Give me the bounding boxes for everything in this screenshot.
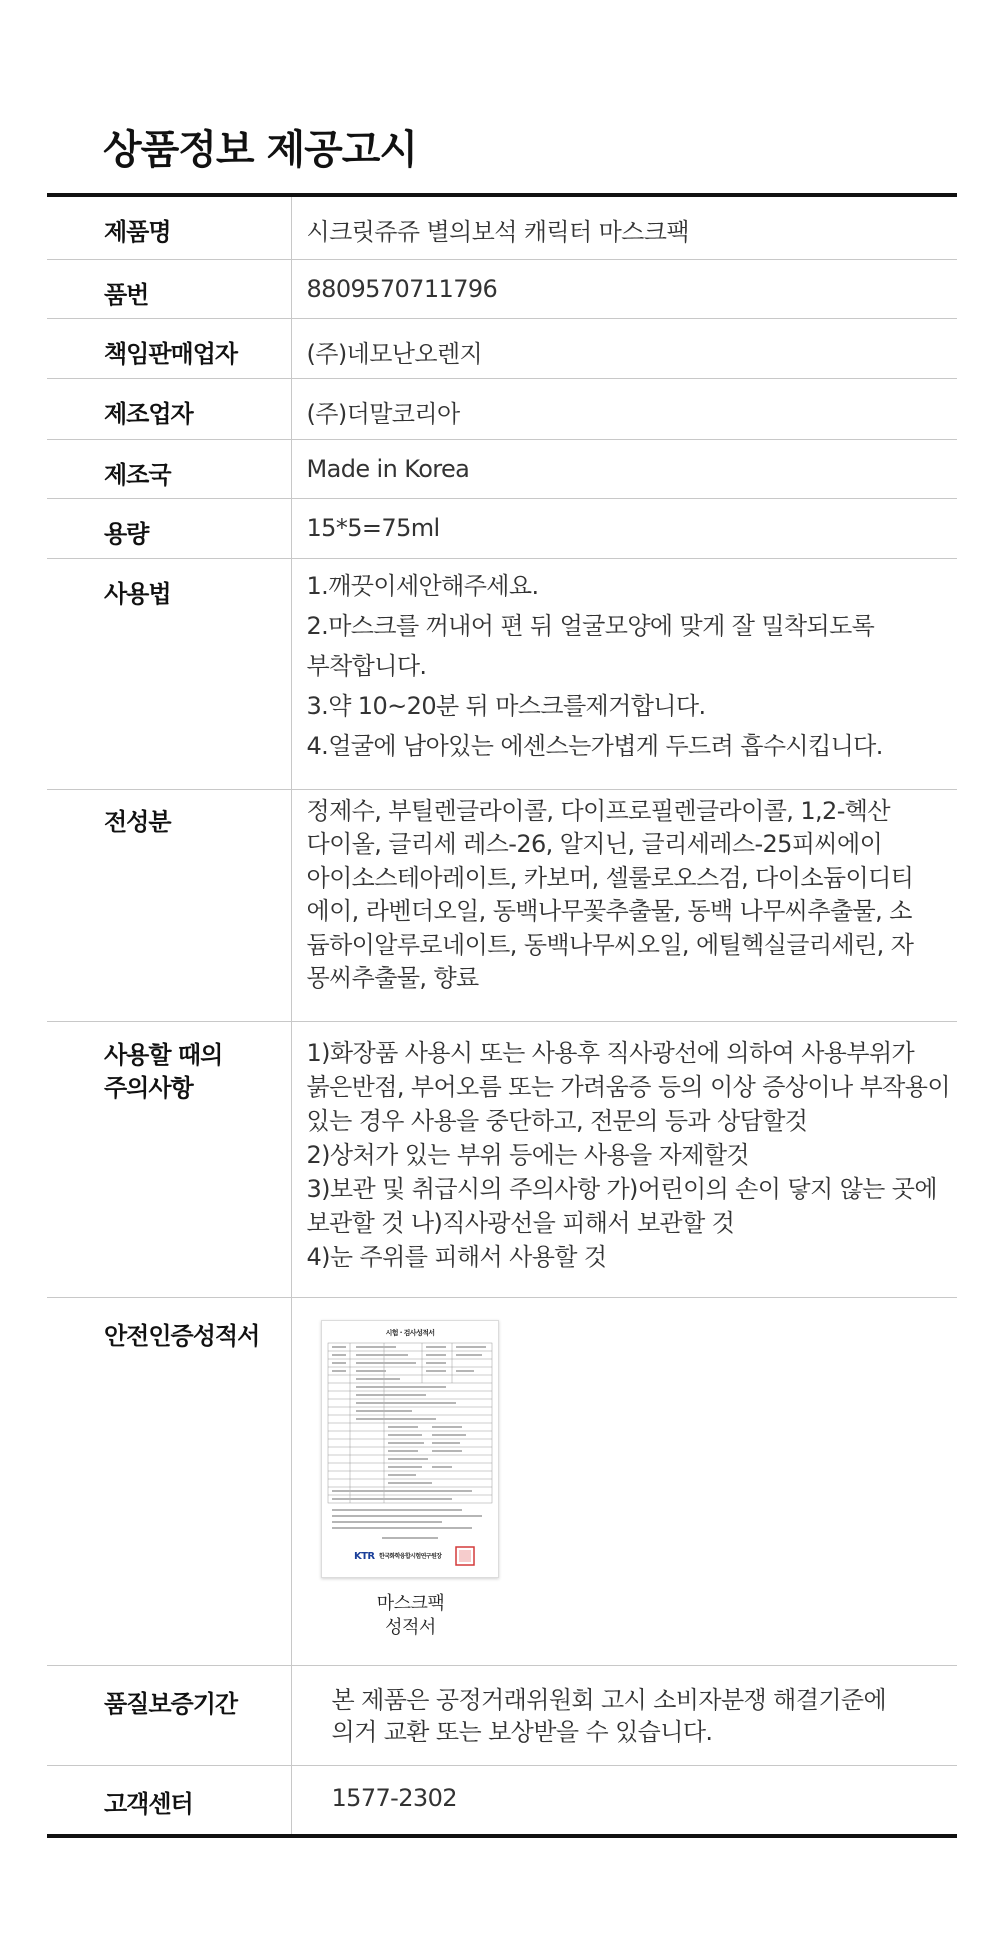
row-item-number bbox=[47, 259, 957, 318]
product-info-table bbox=[47, 193, 957, 1838]
precaution-line: 4)눈 주위를 피해서 사용할 것 bbox=[306, 1242, 607, 1271]
value-ingredients bbox=[291, 789, 957, 1021]
row-seller bbox=[47, 318, 957, 378]
row-usage bbox=[47, 558, 957, 789]
label-origin: 제조국 bbox=[47, 439, 291, 498]
precaution-line: 있는 경우 사용을 중단하고, 전문의 등과 상담할것 bbox=[306, 1106, 808, 1135]
value-product-name: 시크릿쥬쥬 별의보석 캐릭터 마스크팩 bbox=[291, 195, 957, 259]
usage-line: 부착합니다. bbox=[306, 651, 427, 680]
precaution-line: 2)상처가 있는 부위 등에는 사용을 자제할것 bbox=[306, 1140, 750, 1169]
doc-org: 한국화학융합시험연구원장 bbox=[378, 1552, 441, 1560]
row-manufacturer bbox=[47, 378, 957, 439]
certificate-caption: 마스크팩 성적서 bbox=[376, 1592, 445, 1638]
label-product-name: 제품명 bbox=[47, 195, 291, 259]
row-precautions bbox=[47, 1021, 957, 1297]
value-seller: (주)네모난오렌지 bbox=[291, 318, 957, 378]
label-certificate: 안전인증성적서 bbox=[47, 1297, 291, 1665]
page-title: 상품정보 제공고시 bbox=[103, 127, 418, 173]
precaution-line: 1)화장품 사용시 또는 사용후 직사광선에 의하여 사용부위가 bbox=[306, 1038, 915, 1067]
label-volume: 용량 bbox=[47, 498, 291, 558]
doc-title: 시험 · 검사성적서 bbox=[385, 1328, 434, 1337]
warranty-line: 의거 교환 또는 보상받을 수 있습니다. bbox=[331, 1717, 713, 1746]
ingredients-line: 다이올, 글리세 레스-26, 알지닌, 글리세레스-25피씨에이 bbox=[306, 830, 883, 858]
value-warranty bbox=[291, 1665, 957, 1765]
label-manufacturer: 제조업자 bbox=[47, 378, 291, 439]
label-warranty: 품질보증기간 bbox=[47, 1665, 291, 1765]
usage-line: 1.깨끗이세안해주세요. bbox=[306, 571, 539, 600]
usage-line: 2.마스크를 꺼내어 편 뒤 얼굴모양에 맞게 잘 밀착되도록 bbox=[306, 611, 875, 640]
value-manufacturer: (주)더말코리아 bbox=[291, 378, 957, 439]
ingredients-line: 정제수, 부틸렌글라이콜, 다이프로필렌글라이콜, 1,2-헥산 bbox=[306, 796, 890, 825]
value-usage bbox=[291, 558, 957, 789]
usage-line: 4.얼굴에 남아있는 에센스는가볍게 두드려 흡수시킵니다. bbox=[306, 731, 883, 760]
precaution-line: 3)보관 및 취급시의 주의사항 가)어린이의 손이 닿지 않는 곳에 bbox=[306, 1174, 937, 1203]
value-volume: 15*5=75ml bbox=[291, 498, 957, 558]
warranty-line: 본 제품은 공정거래위원회 고시 소비자분쟁 해결기준에 bbox=[331, 1685, 887, 1714]
ingredients-line: 에이, 라벤더오일, 동백나무꽃추출물, 동백 나무씨추출물, 소 bbox=[306, 897, 912, 925]
ktr-logo: KTR bbox=[353, 1550, 374, 1562]
usage-line: 3.약 10~20분 뒤 마스크를제거합니다. bbox=[306, 691, 706, 720]
row-warranty bbox=[47, 1665, 957, 1765]
row-ingredients bbox=[47, 789, 957, 1021]
label-precautions: 사용할 때의 주의사항 bbox=[47, 1021, 291, 1297]
precaution-line: 보관할 것 나)직사광선을 피해서 보관할 것 bbox=[306, 1208, 735, 1237]
value-origin: Made in Korea bbox=[291, 439, 957, 498]
precaution-line: 붉은반점, 부어오름 또는 가려움증 등의 이상 증상이나 부작용이 bbox=[306, 1072, 950, 1101]
label-usage: 사용법 bbox=[47, 558, 291, 789]
ingredients-line: 듐하이알루로네이트, 동백나무씨오일, 에틸헥실글리세린, 자 bbox=[306, 930, 914, 959]
value-certificate bbox=[291, 1297, 957, 1665]
label-customer-center: 고객센터 bbox=[47, 1765, 291, 1836]
label-ingredients: 전성분 bbox=[47, 789, 291, 1021]
value-customer-center: 1577-2302 bbox=[331, 1783, 457, 1812]
row-customer-center bbox=[47, 1765, 957, 1836]
value-item-number: 8809570711796 bbox=[291, 259, 957, 318]
row-product-name bbox=[47, 195, 957, 259]
label-item-number: 품번 bbox=[47, 259, 291, 318]
row-origin bbox=[47, 439, 957, 498]
ingredients-line: 아이소스테아레이트, 카보머, 셀룰로오스검, 다이소듐이디티 bbox=[306, 863, 914, 892]
certificate-document-image[interactable] bbox=[321, 1320, 499, 1578]
ingredients-line: 몽씨추출물, 향료 bbox=[306, 964, 479, 992]
label-seller: 책임판매업자 bbox=[47, 318, 291, 378]
row-volume bbox=[47, 498, 957, 558]
value-precautions bbox=[291, 1021, 957, 1297]
row-certificate bbox=[47, 1297, 957, 1665]
